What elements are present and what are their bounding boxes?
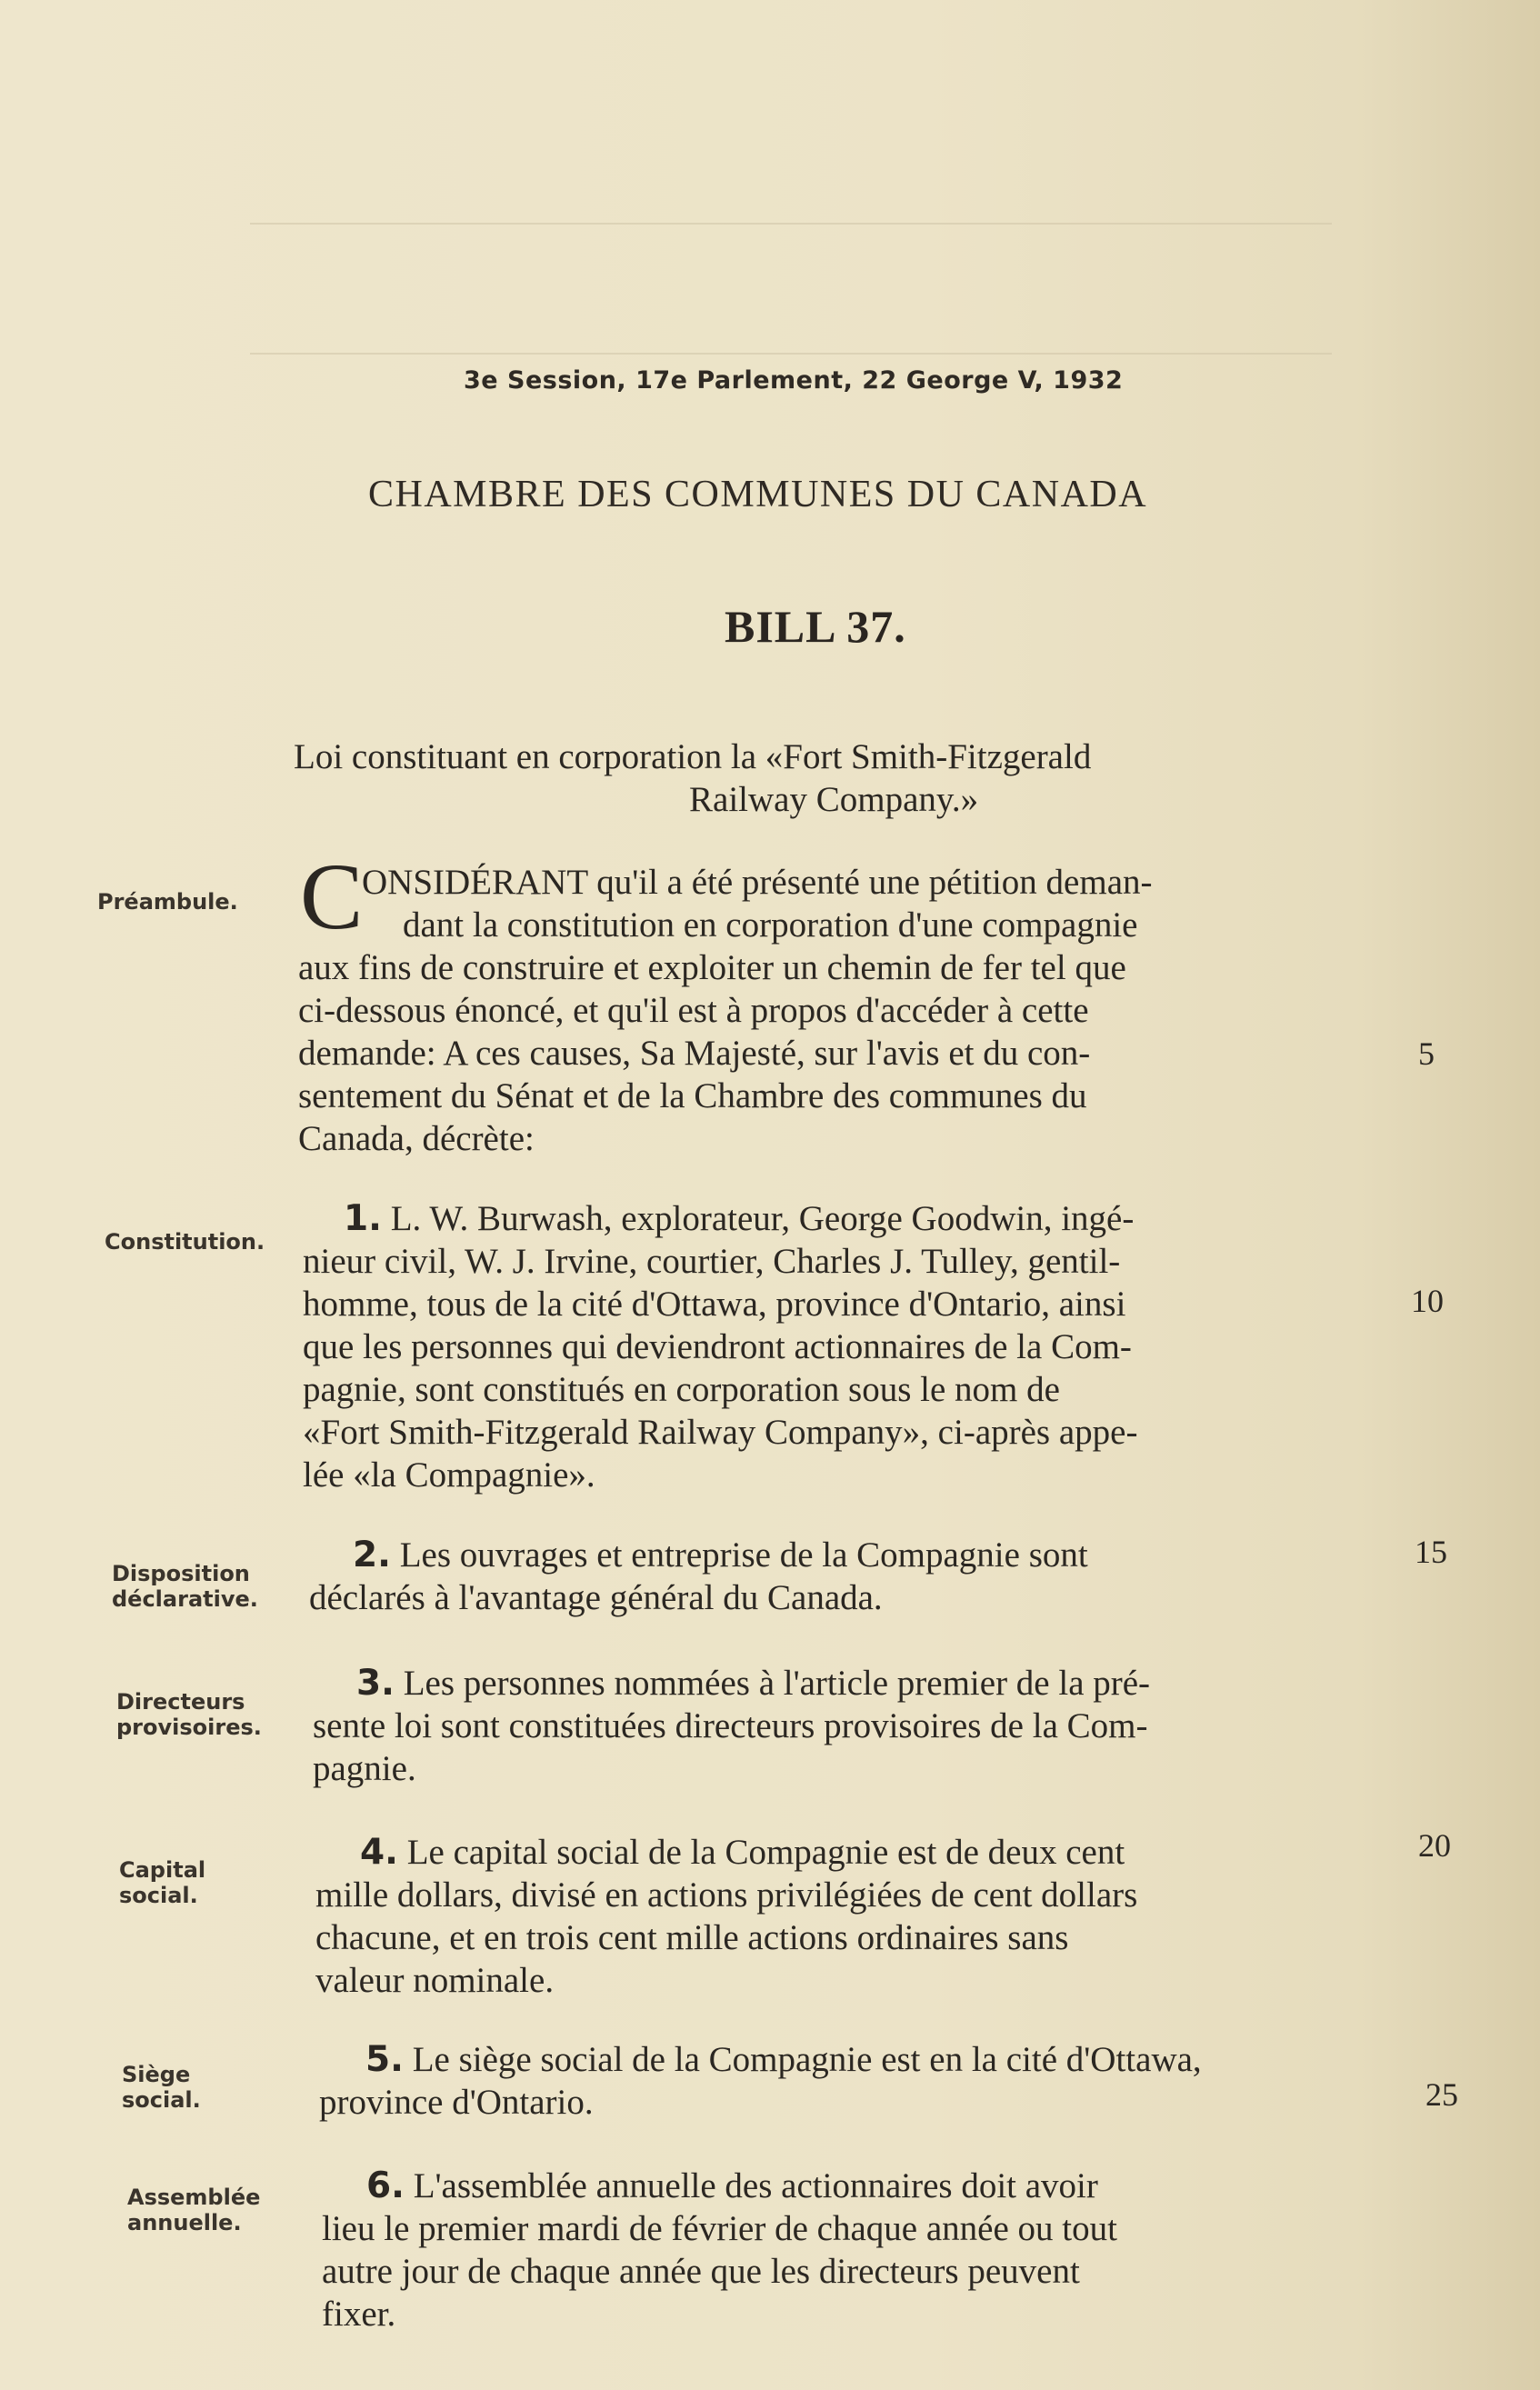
margin-note-siege <box>122 2062 201 2113</box>
margin-note-line: déclarative. <box>112 1586 258 1612</box>
section-5-line <box>365 2039 1202 2080</box>
drop-cap: C <box>300 845 364 949</box>
section-text: Les ouvrages et entreprise de la Compagnie sont <box>390 1535 1088 1575</box>
section-4-line: valeur nominale. <box>315 1961 555 2000</box>
section-6-line: lieu le premier mardi de février de chaque année ou tout <box>322 2209 1117 2248</box>
line-number-10: 10 <box>1411 1283 1444 1319</box>
section-number: 5. <box>365 2039 404 2080</box>
margin-note-line: provisoires. <box>116 1715 262 1740</box>
section-text: L'assemblée annuelle des actionnaires doit avoir <box>404 2166 1098 2205</box>
preamble-line: Canada, décrète: <box>298 1119 535 1158</box>
margin-note-line: Directeurs <box>116 1689 245 1715</box>
section-3-line: sente loi sont constituées directeurs provisoires de la Com- <box>313 1706 1148 1745</box>
margin-note-line: Capital <box>119 1857 206 1883</box>
bleed-through-rule-top <box>250 223 1332 225</box>
margin-note-line: annuelle. <box>127 2210 242 2235</box>
section-4-line: mille dollars, divisé en actions privilégiées de cent dollars <box>315 1875 1138 1915</box>
section-1-line: nieur civil, W. J. Irvine, courtier, Charles J. Tulley, gentil- <box>303 1242 1121 1281</box>
session-header: 3e Session, 17e Parlement, 22 George V, 1932 <box>464 366 1124 395</box>
line-number-25: 25 <box>1425 2076 1458 2113</box>
section-6-line <box>366 2165 1098 2206</box>
section-number: 3. <box>356 1663 395 1704</box>
bill-title-line-2: Railway Company.» <box>689 780 979 819</box>
margin-note-assemblee <box>127 2185 260 2235</box>
section-6-line: autre jour de chaque année que les directeurs peuvent <box>322 2252 1080 2291</box>
preamble-line: aux fins de construire et exploiter un chemin de fer tel que <box>298 948 1126 987</box>
preamble-line: sentement du Sénat et de la Chambre des communes du <box>298 1076 1087 1115</box>
section-number: 6. <box>366 2165 405 2206</box>
section-4-line: chacune, et en trois cent mille actions ordinaires sans <box>315 1918 1069 1957</box>
section-3-line: pagnie. <box>313 1749 416 1788</box>
section-1-line: «Fort Smith-Fitzgerald Railway Company», ci-après appe- <box>303 1413 1138 1452</box>
section-2-line <box>353 1535 1088 1575</box>
section-4-line <box>360 1832 1125 1873</box>
line-number-15: 15 <box>1415 1534 1447 1570</box>
margin-note-line: social. <box>119 1883 198 1908</box>
bleed-through-rule-lower <box>250 353 1332 355</box>
section-5-line: province d'Ontario. <box>319 2083 594 2122</box>
section-text: Les personnes nommées à l'article premier de la pré- <box>394 1664 1151 1703</box>
section-text: L. W. Burwash, explorateur, George Goodwin, ingé- <box>381 1199 1135 1238</box>
margin-note-preamble: Préambule. <box>97 889 238 915</box>
section-text: Le siège social de la Compagnie est en la cité d'Ottawa, <box>403 2040 1202 2079</box>
section-number: 2. <box>353 1535 391 1575</box>
section-text: Le capital social de la Compagnie est de deux cent <box>397 1833 1125 1872</box>
margin-note-capital <box>119 1857 205 1908</box>
section-1-line: pagnie, sont constitués en corporation sous le nom de <box>303 1370 1060 1409</box>
preamble-line: demande: A ces causes, Sa Majesté, sur l'avis et du con- <box>298 1034 1091 1073</box>
preamble-line: ci-dessous énoncé, et qu'il est à propos d'accéder à cette <box>298 991 1089 1030</box>
bill-number: BILL 37. <box>725 601 906 652</box>
margin-note-constitution: Constitution. <box>105 1229 265 1255</box>
bill-title-line-1: Loi constituant en corporation la «Fort Smith-Fitzgerald <box>294 737 1092 776</box>
section-3-line <box>356 1663 1150 1704</box>
section-number: 1. <box>344 1198 382 1239</box>
line-number-20: 20 <box>1418 1827 1451 1864</box>
margin-note-line: Disposition <box>112 1561 250 1586</box>
margin-note-line: Siège <box>122 2062 191 2087</box>
section-1-line: que les personnes qui deviendront actionnaires de la Com- <box>303 1327 1132 1366</box>
margin-note-disposition <box>112 1561 258 1612</box>
section-number: 4. <box>360 1832 398 1873</box>
section-1-line: lée «la Compagnie». <box>303 1455 595 1495</box>
margin-note-line: Assemblée <box>127 2185 261 2210</box>
margin-note-line: social. <box>122 2087 201 2113</box>
section-6-line: fixer. <box>322 2295 396 2334</box>
preamble-line: ONSIDÉRANT qu'il a été présenté une pétition deman- <box>362 863 1153 902</box>
line-number-5: 5 <box>1418 1035 1435 1072</box>
margin-note-directeurs <box>116 1689 262 1740</box>
preamble-line: dant la constitution en corporation d'une compagnie <box>403 905 1138 945</box>
section-1-line <box>344 1198 1134 1239</box>
section-1-line: homme, tous de la cité d'Ottawa, province d'Ontario, ainsi <box>303 1285 1126 1324</box>
section-2-line: déclarés à l'avantage général du Canada. <box>309 1578 883 1617</box>
chamber-heading: CHAMBRE DES COMMUNES DU CANADA <box>368 474 1148 515</box>
